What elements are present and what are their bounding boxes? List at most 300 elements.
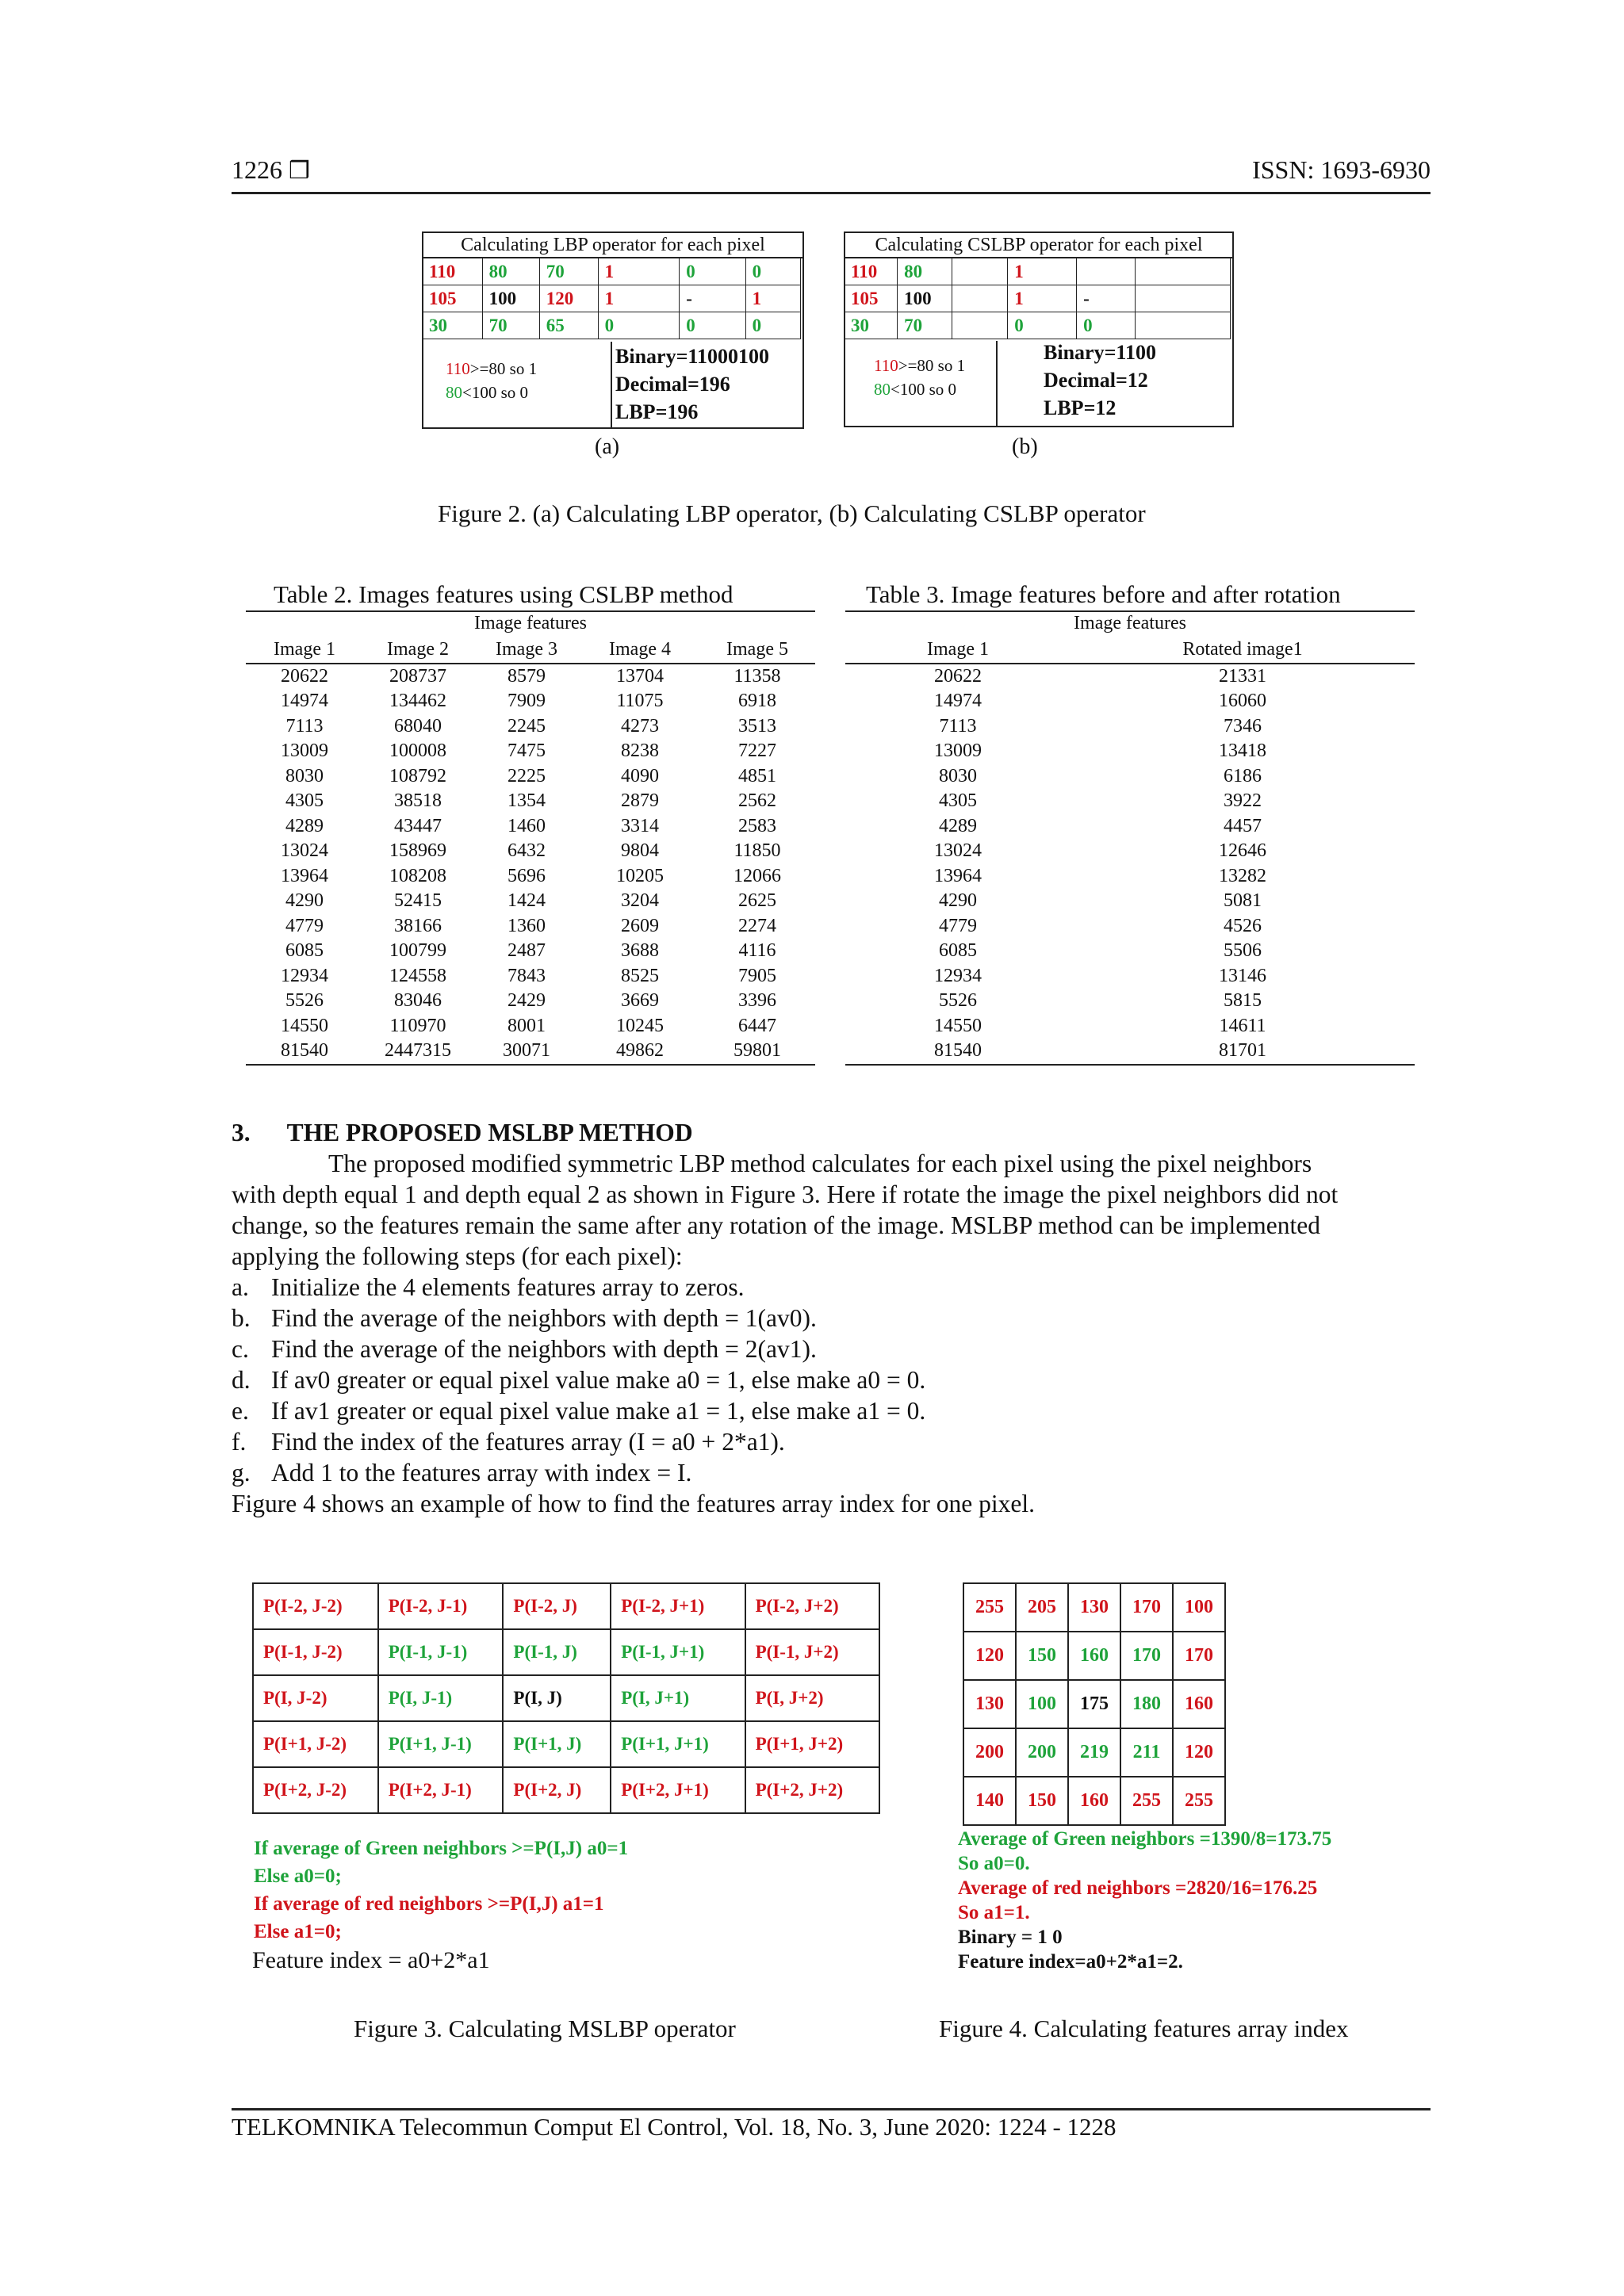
grid-row bbox=[963, 1583, 1225, 1632]
figure3-notes bbox=[254, 1835, 628, 1946]
table-cell: 4290 bbox=[939, 890, 977, 911]
grid-cell bbox=[1135, 258, 1230, 285]
grid-cell: P(I-2, J) bbox=[503, 1583, 611, 1629]
table-cell: 1354 bbox=[508, 790, 546, 811]
table-cell: 108208 bbox=[389, 865, 446, 886]
table-cell: 1424 bbox=[508, 890, 546, 911]
figure2a-label: (a) bbox=[595, 434, 620, 459]
table-row bbox=[845, 739, 1415, 764]
section-heading: 3. THE PROPOSED MSLBP METHOD bbox=[232, 1119, 693, 1146]
grid-cell: 180 bbox=[1120, 1680, 1173, 1728]
grid-row bbox=[253, 1721, 879, 1767]
table-row bbox=[845, 664, 1415, 690]
table-cell: 100008 bbox=[389, 740, 446, 761]
grid-row bbox=[423, 258, 801, 285]
grid-cell: 70 bbox=[898, 312, 952, 339]
table-row bbox=[845, 789, 1415, 814]
grid-cell: 100 bbox=[482, 285, 539, 312]
table-header-row bbox=[246, 637, 815, 664]
table-cell: 10205 bbox=[616, 865, 664, 886]
step-item: b. Find the average of the neighbors with depth = 1(av0). bbox=[232, 1304, 817, 1332]
grid-cell: 30 bbox=[423, 312, 483, 339]
grid-cell: 30 bbox=[845, 312, 898, 339]
table-row bbox=[246, 939, 815, 964]
grid-cell: 219 bbox=[1068, 1728, 1120, 1777]
table-cell: 2625 bbox=[738, 890, 776, 911]
table-cell: 108792 bbox=[389, 765, 446, 786]
table-cell: 2583 bbox=[738, 815, 776, 836]
grid-cell bbox=[1135, 312, 1230, 339]
grid-cell: P(I-1, J-1) bbox=[378, 1629, 504, 1675]
grid-cell: 70 bbox=[482, 312, 539, 339]
table-cell: 7113 bbox=[285, 715, 324, 737]
table-cell: 8030 bbox=[285, 765, 324, 786]
paragraph-line: applying the following steps (for each pixel): bbox=[232, 1242, 683, 1270]
table3 bbox=[845, 637, 1415, 1066]
table-cell: 7346 bbox=[1224, 715, 1262, 737]
grid-cell: 100 bbox=[1173, 1583, 1225, 1632]
column-header: Image 1 bbox=[246, 637, 363, 664]
table-cell: 208737 bbox=[389, 665, 446, 687]
table-cell: 7475 bbox=[508, 740, 546, 761]
grid-cell: P(I+1, J+1) bbox=[611, 1721, 745, 1767]
table-cell: 5815 bbox=[1224, 990, 1262, 1011]
table-cell: 13024 bbox=[934, 840, 982, 861]
figure2b-notes: 110>=80 so 1 80<100 so 0 bbox=[874, 356, 966, 399]
table-cell: 1460 bbox=[508, 815, 546, 836]
table-cell: 83046 bbox=[394, 990, 442, 1011]
table-cell: 4779 bbox=[939, 915, 977, 936]
grid-cell: 160 bbox=[1068, 1632, 1120, 1680]
table-row bbox=[845, 964, 1415, 989]
figure-note: So a0=0. bbox=[958, 1853, 1030, 1874]
grid-cell: 110 bbox=[845, 258, 898, 285]
table-cell: 2429 bbox=[508, 990, 546, 1011]
table-cell: 6085 bbox=[939, 940, 977, 961]
table-cell: 13024 bbox=[281, 840, 328, 861]
grid-cell: P(I+1, J) bbox=[503, 1721, 611, 1767]
header-rule bbox=[232, 192, 1431, 194]
table-cell: 4851 bbox=[738, 765, 776, 786]
table-row bbox=[845, 764, 1415, 790]
table-cell: 13009 bbox=[281, 740, 328, 761]
paragraph-line: Figure 4 shows an example of how to find the features array index for one pixel. bbox=[232, 1490, 1035, 1517]
table-cell: 6186 bbox=[1224, 765, 1262, 786]
figure-note: If average of red neighbors >=P(I,J) a1=1 bbox=[254, 1893, 604, 1915]
table-cell: 14974 bbox=[934, 691, 982, 711]
figure-note: If average of Green neighbors >=P(I,J) a0=1 bbox=[254, 1838, 629, 1859]
grid-cell: 200 bbox=[1016, 1728, 1068, 1777]
grid-cell: P(I+1, J+2) bbox=[745, 1721, 879, 1767]
grid-cell: 160 bbox=[1068, 1777, 1120, 1825]
table-row bbox=[246, 964, 815, 989]
grid-cell: P(I, J-2) bbox=[253, 1675, 378, 1721]
grid-cell: 140 bbox=[963, 1777, 1016, 1825]
grid-row bbox=[963, 1777, 1225, 1825]
issn: ISSN: 1693-6930 bbox=[1252, 155, 1431, 184]
table-row bbox=[246, 789, 815, 814]
table-row bbox=[246, 889, 815, 914]
column-header: Image 3 bbox=[473, 637, 580, 664]
grid-cell: 255 bbox=[963, 1583, 1016, 1632]
column-header: Rotated image1 bbox=[1071, 637, 1415, 664]
table-cell: 13704 bbox=[616, 665, 664, 687]
table-cell: 4305 bbox=[285, 790, 324, 811]
figure3-formula: Feature index = a0+2*a1 bbox=[252, 1947, 490, 1973]
table-cell: 13964 bbox=[934, 865, 982, 886]
table-row bbox=[845, 989, 1415, 1014]
figure2a-grid bbox=[422, 258, 801, 339]
grid-cell: 80 bbox=[898, 258, 952, 285]
grid-cell: P(I+2, J+1) bbox=[611, 1767, 745, 1813]
grid-cell: 150 bbox=[1016, 1632, 1068, 1680]
footer-text: TELKOMNIKA Telecommun Comput El Control, Vol. 18, No. 3, June 2020: 1224 - 1228 bbox=[232, 2113, 1116, 2141]
page-number: 1226 ❒ bbox=[232, 155, 310, 185]
table2-caption: Table 2. Images features using CSLBP method bbox=[274, 580, 733, 608]
step-item: c. Find the average of the neighbors with depth = 2(av1). bbox=[232, 1335, 817, 1363]
table-cell: 4090 bbox=[621, 765, 659, 786]
grid-cell: P(I-1, J+1) bbox=[611, 1629, 745, 1675]
table-cell: 43447 bbox=[394, 815, 442, 836]
table-row bbox=[845, 914, 1415, 939]
table-cell: 8030 bbox=[939, 765, 977, 786]
table-cell: 10245 bbox=[616, 1015, 664, 1036]
table-row bbox=[246, 714, 815, 740]
table-row bbox=[246, 689, 815, 714]
grid-cell: P(I-2, J+1) bbox=[611, 1583, 745, 1629]
table-row bbox=[845, 939, 1415, 964]
grid-cell: 105 bbox=[423, 285, 483, 312]
grid-cell: 80 bbox=[482, 258, 539, 285]
grid-cell: 0 bbox=[680, 312, 745, 339]
table2-group-header: Image features bbox=[474, 613, 587, 633]
table-cell: 13146 bbox=[1219, 965, 1266, 986]
table-cell: 13964 bbox=[281, 865, 328, 886]
paragraph-line: with depth equal 1 and depth equal 2 as shown in Figure 3. Here if rotate the image the pixel neighbors did not bbox=[232, 1181, 1339, 1208]
table-cell: 49862 bbox=[580, 1039, 699, 1065]
table-cell: 20622 bbox=[934, 665, 982, 687]
figure-note: Binary = 1 0 bbox=[958, 1927, 1063, 1948]
grid-cell: 211 bbox=[1120, 1728, 1173, 1777]
grid-row bbox=[963, 1632, 1225, 1680]
figure2a-result: Binary=11000100 Decimal=196 LBP=196 bbox=[615, 345, 769, 423]
table-cell: 100799 bbox=[389, 940, 446, 961]
table-row bbox=[845, 839, 1415, 864]
grid-cell: 105 bbox=[845, 285, 898, 312]
figure3-caption: Figure 3. Calculating MSLBP operator bbox=[354, 2015, 736, 2042]
grid-cell: P(I+1, J-2) bbox=[253, 1721, 378, 1767]
grid-cell: P(I-1, J) bbox=[503, 1629, 611, 1675]
grid-cell bbox=[952, 258, 1008, 285]
table-cell: 4779 bbox=[285, 915, 324, 936]
grid-cell: 1 bbox=[745, 285, 800, 312]
figure-note: Else a1=0; bbox=[254, 1921, 342, 1942]
table-cell: 5526 bbox=[939, 990, 977, 1011]
figure3-grid bbox=[252, 1582, 880, 1814]
figure-note: So a1=1. bbox=[958, 1902, 1030, 1923]
grid-cell bbox=[1135, 285, 1230, 312]
grid-cell: 205 bbox=[1016, 1583, 1068, 1632]
table-row bbox=[246, 1039, 815, 1065]
table-row bbox=[845, 889, 1415, 914]
grid-cell bbox=[952, 285, 1008, 312]
figure2a-box bbox=[422, 232, 804, 429]
step-item: g. Add 1 to the features array with index = I. bbox=[232, 1459, 692, 1487]
table3-caption: Table 3. Image features before and after rotation bbox=[866, 580, 1341, 608]
table-cell: 5081 bbox=[1224, 890, 1262, 911]
table-row bbox=[246, 1014, 815, 1039]
grid-cell: 255 bbox=[1173, 1777, 1225, 1825]
grid-cell bbox=[1077, 258, 1136, 285]
figure2b-title: Calculating CSLBP operator for each pixel bbox=[845, 233, 1232, 258]
table-cell: 6432 bbox=[508, 840, 546, 861]
grid-row bbox=[845, 258, 1231, 285]
grid-cell: P(I+2, J-1) bbox=[378, 1767, 504, 1813]
table-cell: 2609 bbox=[621, 915, 659, 936]
table-cell: 7843 bbox=[508, 965, 546, 986]
figure-note: Feature index=a0+2*a1=2. bbox=[958, 1951, 1183, 1973]
figure2b-result: Binary=1100 Decimal=12 LBP=12 bbox=[1044, 341, 1156, 419]
table-row bbox=[246, 764, 815, 790]
table-row bbox=[845, 1014, 1415, 1039]
grid-cell: 1 bbox=[1008, 258, 1077, 285]
table-cell: 14550 bbox=[934, 1015, 982, 1036]
table-row bbox=[246, 914, 815, 939]
table-cell: 3396 bbox=[738, 990, 776, 1011]
figure-note: Average of Green neighbors =1390/8=173.75 bbox=[958, 1828, 1332, 1850]
figure-note: Else a0=0; bbox=[254, 1866, 342, 1887]
paragraph-line: The proposed modified symmetric LBP method calculates for each pixel using the pixel neighbors bbox=[328, 1150, 1312, 1177]
grid-cell: P(I+1, J-1) bbox=[378, 1721, 504, 1767]
table-cell: 12646 bbox=[1219, 840, 1266, 861]
table-cell: 8238 bbox=[621, 740, 659, 761]
table-cell: 158969 bbox=[389, 840, 446, 861]
table-row bbox=[845, 1039, 1415, 1065]
table-cell: 7113 bbox=[939, 715, 977, 737]
grid-cell: 70 bbox=[539, 258, 598, 285]
table-cell: 5696 bbox=[508, 865, 546, 886]
grid-row bbox=[253, 1629, 879, 1675]
table-cell: 2562 bbox=[738, 790, 776, 811]
grid-cell: 0 bbox=[1008, 312, 1077, 339]
table-cell: 8001 bbox=[508, 1015, 546, 1036]
grid-row bbox=[423, 285, 801, 312]
grid-cell bbox=[952, 312, 1008, 339]
grid-cell: 170 bbox=[1120, 1632, 1173, 1680]
table-cell: 81540 bbox=[246, 1039, 363, 1065]
table-cell: 13282 bbox=[1219, 865, 1266, 886]
grid-cell: 0 bbox=[1077, 312, 1136, 339]
table-cell: 4290 bbox=[285, 890, 324, 911]
table-cell: 14611 bbox=[1219, 1015, 1266, 1036]
figure2b-label: (b) bbox=[1012, 434, 1038, 459]
table-cell: 13418 bbox=[1219, 740, 1266, 761]
table-cell: 81540 bbox=[845, 1039, 1071, 1065]
grid-cell: 1 bbox=[598, 258, 680, 285]
grid-cell: 1 bbox=[598, 285, 680, 312]
grid-cell: 130 bbox=[1068, 1583, 1120, 1632]
grid-cell: 160 bbox=[1173, 1680, 1225, 1728]
grid-cell: 0 bbox=[745, 312, 800, 339]
grid-row bbox=[963, 1728, 1225, 1777]
table-row bbox=[246, 739, 815, 764]
figure2a-notes: 110>=80 so 1 80<100 so 0 bbox=[446, 359, 538, 402]
table-cell: 134462 bbox=[389, 691, 446, 711]
grid-cell: 175 bbox=[1068, 1680, 1120, 1728]
footer-rule bbox=[232, 2108, 1431, 2110]
grid-cell: 0 bbox=[745, 258, 800, 285]
table-cell: 38518 bbox=[394, 790, 442, 811]
table-row bbox=[246, 864, 815, 890]
grid-cell: 255 bbox=[1120, 1777, 1173, 1825]
grid-cell: P(I+2, J) bbox=[503, 1767, 611, 1813]
table-cell: 11358 bbox=[733, 665, 781, 687]
table-cell: 3922 bbox=[1224, 790, 1262, 811]
grid-cell: - bbox=[680, 285, 745, 312]
table-cell: 12066 bbox=[733, 865, 781, 886]
grid-cell: 150 bbox=[1016, 1777, 1068, 1825]
grid-cell: 0 bbox=[680, 258, 745, 285]
column-header: Image 1 bbox=[845, 637, 1071, 664]
table-cell: 12934 bbox=[934, 965, 982, 986]
table-cell: 110970 bbox=[389, 1015, 446, 1036]
table-row bbox=[246, 664, 815, 690]
table-cell: 16060 bbox=[1219, 691, 1266, 711]
grid-cell: P(I, J+1) bbox=[611, 1675, 745, 1721]
grid-cell: 120 bbox=[963, 1632, 1016, 1680]
grid-cell: 170 bbox=[1173, 1632, 1225, 1680]
grid-cell: P(I-1, J-2) bbox=[253, 1629, 378, 1675]
step-item: a. Initialize the 4 elements features array to zeros. bbox=[232, 1273, 745, 1301]
grid-row bbox=[253, 1675, 879, 1721]
grid-row bbox=[253, 1583, 879, 1629]
step-item: f. Find the index of the features array (I = a0 + 2*a1). bbox=[232, 1428, 785, 1456]
table-row bbox=[845, 864, 1415, 890]
table-cell: 8579 bbox=[508, 665, 546, 687]
grid-cell: P(I-2, J-2) bbox=[253, 1583, 378, 1629]
table-cell: 7227 bbox=[738, 740, 776, 761]
grid-row bbox=[423, 312, 801, 339]
grid-cell: P(I+2, J+2) bbox=[745, 1767, 879, 1813]
grid-cell: P(I-1, J+2) bbox=[745, 1629, 879, 1675]
table-cell: 30071 bbox=[473, 1039, 580, 1065]
table-row bbox=[246, 989, 815, 1014]
grid-cell: 1 bbox=[1008, 285, 1077, 312]
section-body bbox=[232, 1148, 1431, 1519]
grid-cell: P(I+2, J-2) bbox=[253, 1767, 378, 1813]
table-header-row bbox=[845, 637, 1415, 664]
table-cell: 3314 bbox=[621, 815, 659, 836]
table2 bbox=[246, 637, 815, 1066]
table-cell: 21331 bbox=[1219, 665, 1266, 687]
table-cell: 13009 bbox=[934, 740, 982, 761]
table-cell: 14550 bbox=[281, 1015, 328, 1036]
table-cell: 14974 bbox=[281, 691, 328, 711]
grid-row bbox=[963, 1680, 1225, 1728]
table-cell: 124558 bbox=[389, 965, 446, 986]
figure4-caption: Figure 4. Calculating features array index bbox=[939, 2015, 1349, 2042]
table-cell: 9804 bbox=[621, 840, 659, 861]
table-cell: 7909 bbox=[508, 691, 546, 711]
table-cell: 59801 bbox=[699, 1039, 815, 1065]
table-row bbox=[246, 814, 815, 840]
table-row bbox=[845, 714, 1415, 740]
figure2b-grid bbox=[844, 258, 1231, 339]
grid-cell: P(I-2, J+2) bbox=[745, 1583, 879, 1629]
figure4-grid bbox=[963, 1582, 1226, 1826]
table-cell: 20622 bbox=[281, 665, 328, 687]
table-cell: 12934 bbox=[281, 965, 328, 986]
table-cell: 8525 bbox=[621, 965, 659, 986]
checkbox-icon: ❒ bbox=[289, 157, 310, 185]
figure4-notes bbox=[958, 1827, 1331, 1974]
table-cell: 3688 bbox=[621, 940, 659, 961]
table-cell: 2245 bbox=[508, 715, 546, 737]
table-cell: 11850 bbox=[733, 840, 781, 861]
table-cell: 38166 bbox=[394, 915, 442, 936]
table-cell: 2447315 bbox=[363, 1039, 473, 1065]
table-cell: 11075 bbox=[616, 691, 664, 711]
table-row bbox=[246, 839, 815, 864]
table-cell: 5506 bbox=[1224, 940, 1262, 961]
table-row bbox=[845, 689, 1415, 714]
grid-cell: 65 bbox=[539, 312, 598, 339]
paragraph-line: change, so the features remain the same after any rotation of the image. MSLBP method can be implemented bbox=[232, 1211, 1321, 1239]
table-cell: 4289 bbox=[939, 815, 977, 836]
grid-cell: P(I, J+2) bbox=[745, 1675, 879, 1721]
step-item: e. If av1 greater or equal pixel value make a1 = 1, else make a1 = 0. bbox=[232, 1397, 926, 1425]
grid-cell: - bbox=[1077, 285, 1136, 312]
table-cell: 6085 bbox=[285, 940, 324, 961]
grid-cell: 120 bbox=[539, 285, 598, 312]
table-cell: 81701 bbox=[1071, 1039, 1415, 1065]
table-cell: 4273 bbox=[621, 715, 659, 737]
table-cell: 5526 bbox=[285, 990, 324, 1011]
step-item: d. If av0 greater or equal pixel value make a0 = 1, else make a0 = 0. bbox=[232, 1366, 926, 1394]
table-cell: 3669 bbox=[621, 990, 659, 1011]
grid-cell: 120 bbox=[1173, 1728, 1225, 1777]
grid-cell: 0 bbox=[598, 312, 680, 339]
grid-cell: 110 bbox=[423, 258, 483, 285]
table-cell: 2487 bbox=[508, 940, 546, 961]
table-row bbox=[845, 814, 1415, 840]
grid-cell: 200 bbox=[963, 1728, 1016, 1777]
table-cell: 3204 bbox=[621, 890, 659, 911]
grid-cell: 100 bbox=[1016, 1680, 1068, 1728]
table-cell: 4526 bbox=[1224, 915, 1262, 936]
grid-cell: P(I, J-1) bbox=[378, 1675, 504, 1721]
table-cell: 1360 bbox=[508, 915, 546, 936]
column-header: Image 2 bbox=[363, 637, 473, 664]
table-cell: 2879 bbox=[621, 790, 659, 811]
table-cell: 3513 bbox=[738, 715, 776, 737]
table-cell: 2274 bbox=[738, 915, 776, 936]
table-cell: 4305 bbox=[939, 790, 977, 811]
grid-cell: P(I-2, J-1) bbox=[378, 1583, 504, 1629]
table-cell: 68040 bbox=[394, 715, 442, 737]
table-cell: 2225 bbox=[508, 765, 546, 786]
figure-note: Average of red neighbors =2820/16=176.25 bbox=[958, 1877, 1318, 1899]
figure2b-box bbox=[844, 232, 1234, 427]
table-cell: 7905 bbox=[738, 965, 776, 986]
grid-row bbox=[253, 1767, 879, 1813]
grid-cell: P(I, J) bbox=[503, 1675, 611, 1721]
table-cell: 4289 bbox=[285, 815, 324, 836]
column-header: Image 5 bbox=[699, 637, 815, 664]
grid-cell: 130 bbox=[963, 1680, 1016, 1728]
table-cell: 6918 bbox=[738, 691, 776, 711]
table-cell: 6447 bbox=[738, 1015, 776, 1036]
